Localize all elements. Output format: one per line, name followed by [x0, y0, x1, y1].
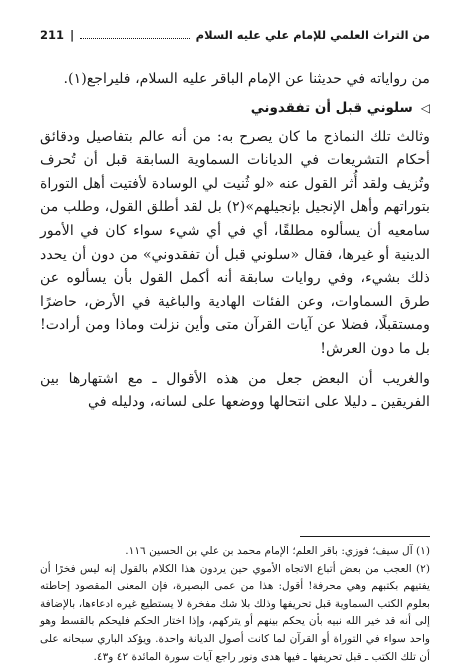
section-heading [40, 100, 430, 116]
header-separator: | [70, 28, 75, 42]
footnotes [40, 526, 430, 666]
main-text [40, 68, 430, 421]
running-header-title: من التراث العلمي للإمام علي عليه السلام [195, 28, 430, 42]
running-header [40, 28, 430, 42]
leader-dots [80, 38, 189, 39]
page-number: 211 [40, 28, 65, 42]
section-heading-text: سلوني قبل أن تفقدوني [250, 99, 413, 116]
body-paragraph: وثالث تلك النماذج ما كان يصرح به: من أنه عالم بتفاصيل ودقائق أحكام التشريعات في الديانات السماوية السابقة قبل أن تُحرف وتُزيف ولقد أُثر القول عنه «لو ثُنيت لي الوسادة لأفتيت أهل التوراة بتوراتهم وأهل الإنجيل بإنجيلهم»(٢) بل لقد أطلق القول، وطلب من سامعيه أن يسألوه مطلقًا، أي في أي شيء سواء كان في الأمور الدينية أو غيرها، فقال «سلوني قبل أن تفقدوني» من دون أن يحدد ذلك بشيء، وفي روايات سابقة أنه أكمل القول بأن يسألوه عن طرق السماوات، وعن الفئات الهادية والباغية في الأرض، حاضرًا ومستقبلًا، فضلا عن آيات القرآن متى وأين نزلت وماذا ومن أرادت! بل ما دون العرش! [40, 128, 430, 357]
footnote: (٢) العجب من بعض أتباع الاتجاه الأموي حين يردون هذا الكلام بالقول إنه ليس فخرًا أن يفتيهم بكتبهم وهي محرفة! أقول: هذا من عمى البصيرة، فإن المعنى المقصود إحاطته بعلوم الكتب السماوية قبل تحريفها وذلك بلا شك مفخرة لا يستطيع غيره ادعاءها، بالإضافة إلى أنه قد خير الله نبيه بأن يحكم بينهم أو يتركهم، وإذا اختار الحكم فليحكم بالقسط وهو واحد سواء في التوراة أو القرآن لما كانت أصول الديانة واحدة. ويؤكد الباري سبحانه على أن تلك الكتب ـ قبل تحريفها ـ فيها هدى ونور راجع آيات سورة المائدة ٤٢ و٤٣. [40, 562, 430, 663]
triangle-left-icon: ◁ [420, 100, 430, 115]
body-paragraph: والغريب أن البعض جعل من هذه الأقوال ـ مع اشتهارها بين الفريقين ـ دليلا على انتحالها ووضعها على لسانه، ودليله في [40, 370, 430, 411]
continued-paragraph: من رواياته في حديثنا عن الإمام الباقر عليه السلام، فليراجع(١). [63, 71, 430, 87]
footnote: (١) آل سيف؛ فوزي: باقر العلم؛ الإمام محمد بن علي بن الحسين ١١٦. [125, 545, 430, 557]
footnote-rule [300, 536, 430, 537]
